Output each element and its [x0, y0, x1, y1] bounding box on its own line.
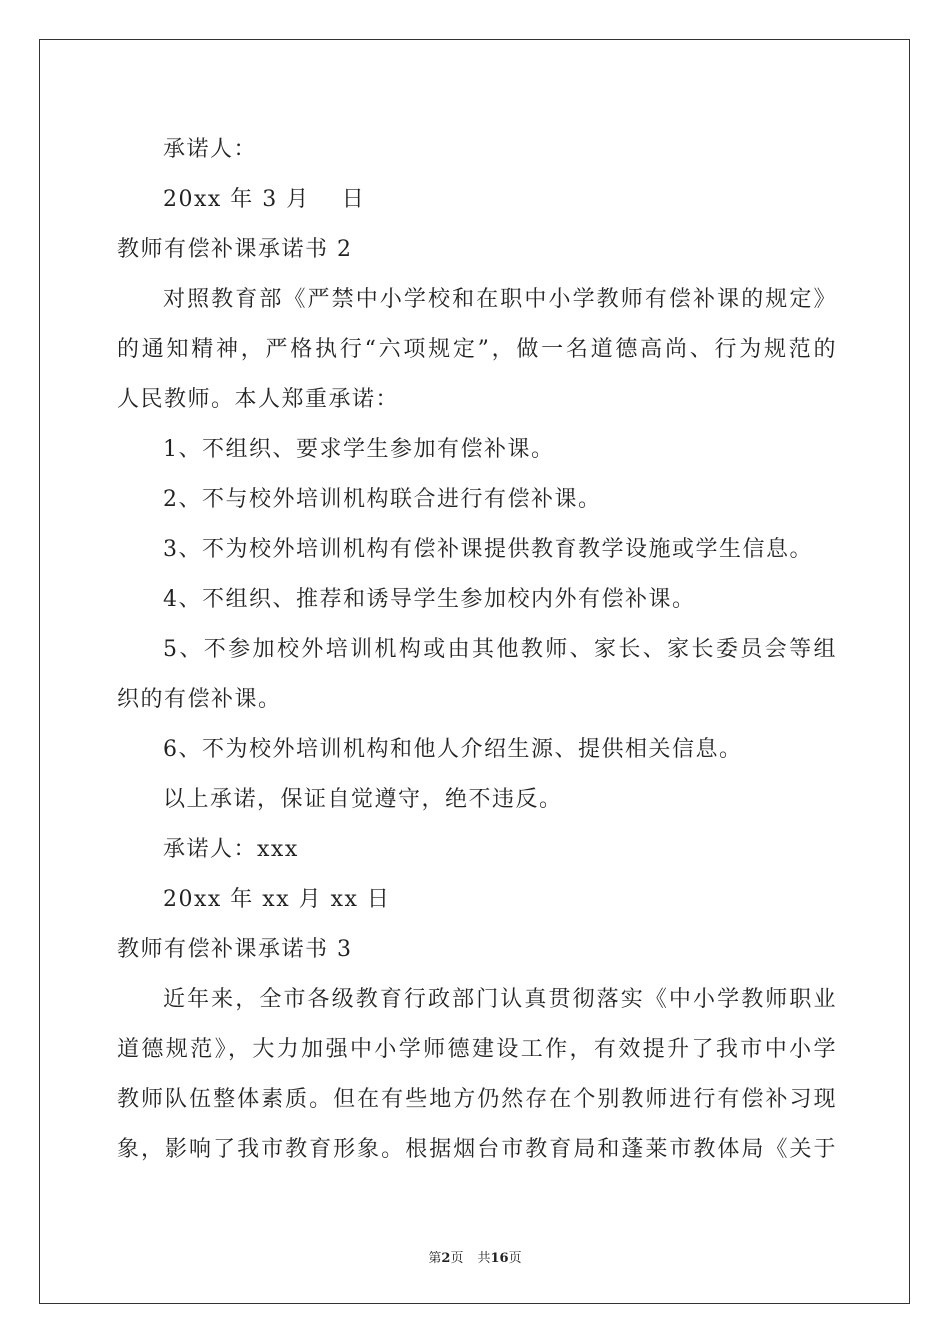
text-line: 20xx 年 3 月 日 [163, 187, 366, 212]
text-line: 1、不组织、要求学生参加有偿补课。 [163, 437, 555, 462]
page-suffix: 页 [450, 1251, 464, 1266]
text-line: 近年来，全市各级教育行政部门认真贯彻落实《中小学教师职业 [163, 987, 837, 1012]
total-suffix: 页 [508, 1251, 522, 1266]
text-line: 4、不组织、推荐和诱导学生参加校内外有偿补课。 [163, 587, 696, 612]
total-pages: 16 [490, 1251, 509, 1266]
text-line: 承诺人： [163, 137, 258, 162]
text-line: 承诺人：xxx [163, 837, 299, 862]
text-line: 人民教师。本人郑重承诺： [117, 387, 400, 412]
page-footer [0, 1247, 950, 1266]
page-number: 2 [441, 1251, 451, 1266]
text-line: 织的有偿补课。 [117, 687, 282, 712]
total-prefix: 共 [477, 1251, 491, 1266]
text-line: 教师有偿补课承诺书 2 [117, 237, 353, 262]
text-line: 6、不为校外培训机构和他人介绍生源、提供相关信息。 [163, 737, 743, 762]
text-line: 教师有偿补课承诺书 3 [117, 937, 353, 962]
text-line: 3、不为校外培训机构有偿补课提供教育教学设施或学生信息。 [163, 537, 813, 562]
document-body [117, 128, 837, 1178]
text-line: 象，影响了我市教育形象。根据烟台市教育局和蓬莱市教体局《关于 [117, 1137, 837, 1162]
text-line: 20xx 年 xx 月 xx 日 [163, 887, 391, 912]
text-line: 教师队伍整体素质。但在有些地方仍然存在个别教师进行有偿补习现 [117, 1087, 837, 1112]
text-line: 以上承诺，保证自觉遵守，绝不违反。 [163, 787, 563, 812]
page-prefix: 第 [428, 1251, 442, 1266]
text-line: 道德规范》，大力加强中小学师德建设工作，有效提升了我市中小学 [117, 1037, 837, 1062]
text-line: 5、不参加校外培训机构或由其他教师、家长、家长委员会等组 [163, 637, 837, 662]
text-line: 2、不与校外培训机构联合进行有偿补课。 [163, 487, 602, 512]
text-line: 对照教育部《严禁中小学校和在职中小学教师有偿补课的规定》 [163, 287, 837, 312]
text-line: 的通知精神，严格执行“六项规定”，做一名道德高尚、行为规范的 [117, 337, 837, 362]
